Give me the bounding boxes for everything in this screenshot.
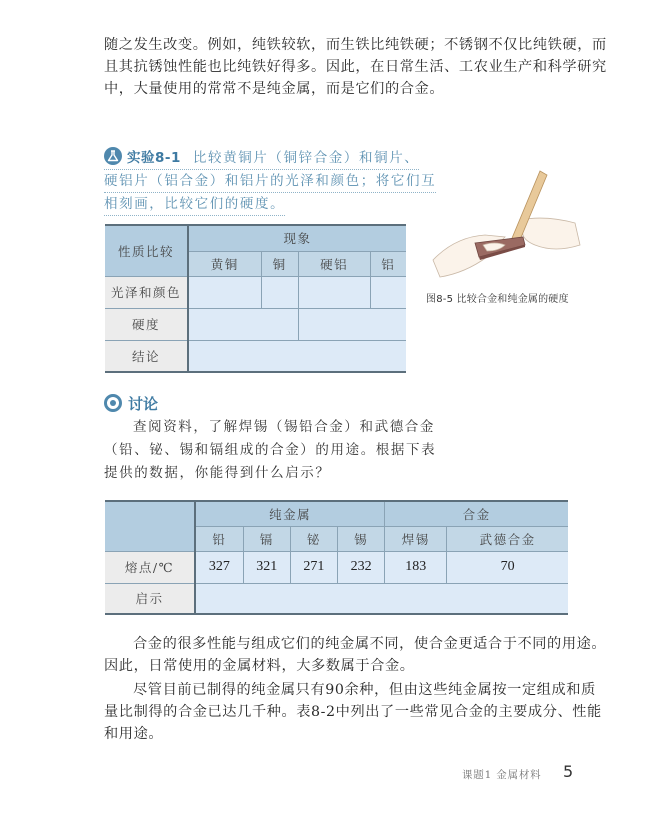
experiment-text: 相刻画，比较它们的硬度。: [104, 193, 285, 216]
group-header-alloys: 合金: [385, 501, 568, 526]
blank-cell: [261, 276, 298, 308]
column-header: 黄铜: [188, 251, 261, 276]
melting-point-value: 183: [385, 551, 447, 583]
hardness-illustration: [425, 165, 585, 285]
text-line: 合金的很多性能与组成它们的纯金属不同，使合金更适合于不同的用途。: [133, 636, 607, 652]
running-footer: 课题1 金属材料: [462, 769, 542, 781]
text-line: 因此，日常使用的金属材料，大多数属于合金。: [104, 658, 415, 674]
text-line: 且其抗锈蚀性能也比纯铁好得多。因此，在日常生活、工农业生产和科学研究: [104, 59, 607, 75]
row-label: 光泽和颜色: [105, 276, 188, 308]
table-row: [105, 276, 406, 308]
column-header: 锡: [338, 526, 385, 551]
row-label: 熔点/℃: [105, 551, 195, 583]
closing-paragraph-2: [104, 679, 602, 745]
column-header: 武德合金: [447, 526, 568, 551]
column-header: 焊锡: [385, 526, 447, 551]
column-header: 铝: [370, 251, 406, 276]
corner-header: 性质比较: [105, 225, 188, 276]
melting-point-value: 327: [195, 551, 243, 583]
experiment-text: 硬铝片（铝合金）和铝片的光泽和颜色；将它们互: [104, 170, 436, 193]
column-header: 硬铝: [298, 251, 370, 276]
text-line: 中，大量使用的常常不是纯金属，而是它们的合金。: [104, 81, 445, 97]
discussion-icon: [104, 394, 122, 412]
text-line: 随之发生改变。例如，纯铁较软，而生铁比纯铁硬；不锈钢不仅比纯铁硬，而: [104, 37, 607, 53]
text-line: 提供的数据，你能得到什么启示？: [104, 465, 331, 481]
closing-paragraph-1: [104, 633, 607, 677]
experiment-block: [104, 147, 437, 216]
blank-cell: [298, 308, 406, 340]
discussion-text: [104, 416, 444, 485]
blank-cell: [188, 308, 298, 340]
table-row: [105, 551, 568, 583]
experiment-text: 比较黄铜片（铜锌合金）和铜片、: [192, 150, 420, 166]
melting-point-value: 321: [243, 551, 290, 583]
melting-point-value: 232: [338, 551, 385, 583]
column-header: 铜: [261, 251, 298, 276]
column-header: 镉: [243, 526, 290, 551]
blank-cell: [370, 276, 406, 308]
discussion-heading: [104, 393, 158, 414]
page-number: 5: [563, 762, 574, 781]
melting-point-table: [105, 500, 568, 615]
row-label: 结论: [105, 340, 188, 372]
flask-icon: [104, 147, 122, 165]
experiment-title: 实验8-1: [127, 150, 181, 166]
group-header-pure-metals: 纯金属: [195, 501, 385, 526]
row-label: 启示: [105, 583, 195, 614]
column-header: 铋: [290, 526, 337, 551]
blank-cell: [188, 340, 406, 372]
experiment-heading-line: [104, 147, 419, 170]
group-header: 现象: [188, 225, 406, 251]
blank-cell: [188, 276, 261, 308]
table-row: [105, 308, 406, 340]
blank-cell: [298, 276, 370, 308]
discussion-title: 讨论: [128, 395, 159, 413]
melting-point-value: 70: [447, 551, 568, 583]
text-line: （铅、铋、锡和镉组成的合金）的用途。根据下表: [104, 442, 437, 458]
corner-header: [105, 501, 195, 551]
table-row: [105, 340, 406, 372]
text-line: 查阅资料，了解焊锡（锡铅合金）和武德合金: [133, 419, 435, 435]
intro-paragraph: [104, 34, 607, 100]
column-header: 铅: [195, 526, 243, 551]
row-label: 硬度: [105, 308, 188, 340]
melting-point-value: 271: [290, 551, 337, 583]
text-line: 尽管目前已制得的纯金属只有90余种，但由这些纯金属按一定组成和质: [133, 682, 596, 698]
text-line: 和用途。: [104, 726, 164, 742]
blank-cell: [195, 583, 568, 614]
text-line: 量比制得的合金已达几千种。表8-2中列出了一些常见合金的主要成分、性能: [104, 704, 602, 720]
figure-caption: 图8-5 比较合金和纯金属的硬度: [426, 294, 569, 305]
table-row: [105, 583, 568, 614]
experiment-table: [105, 224, 406, 373]
